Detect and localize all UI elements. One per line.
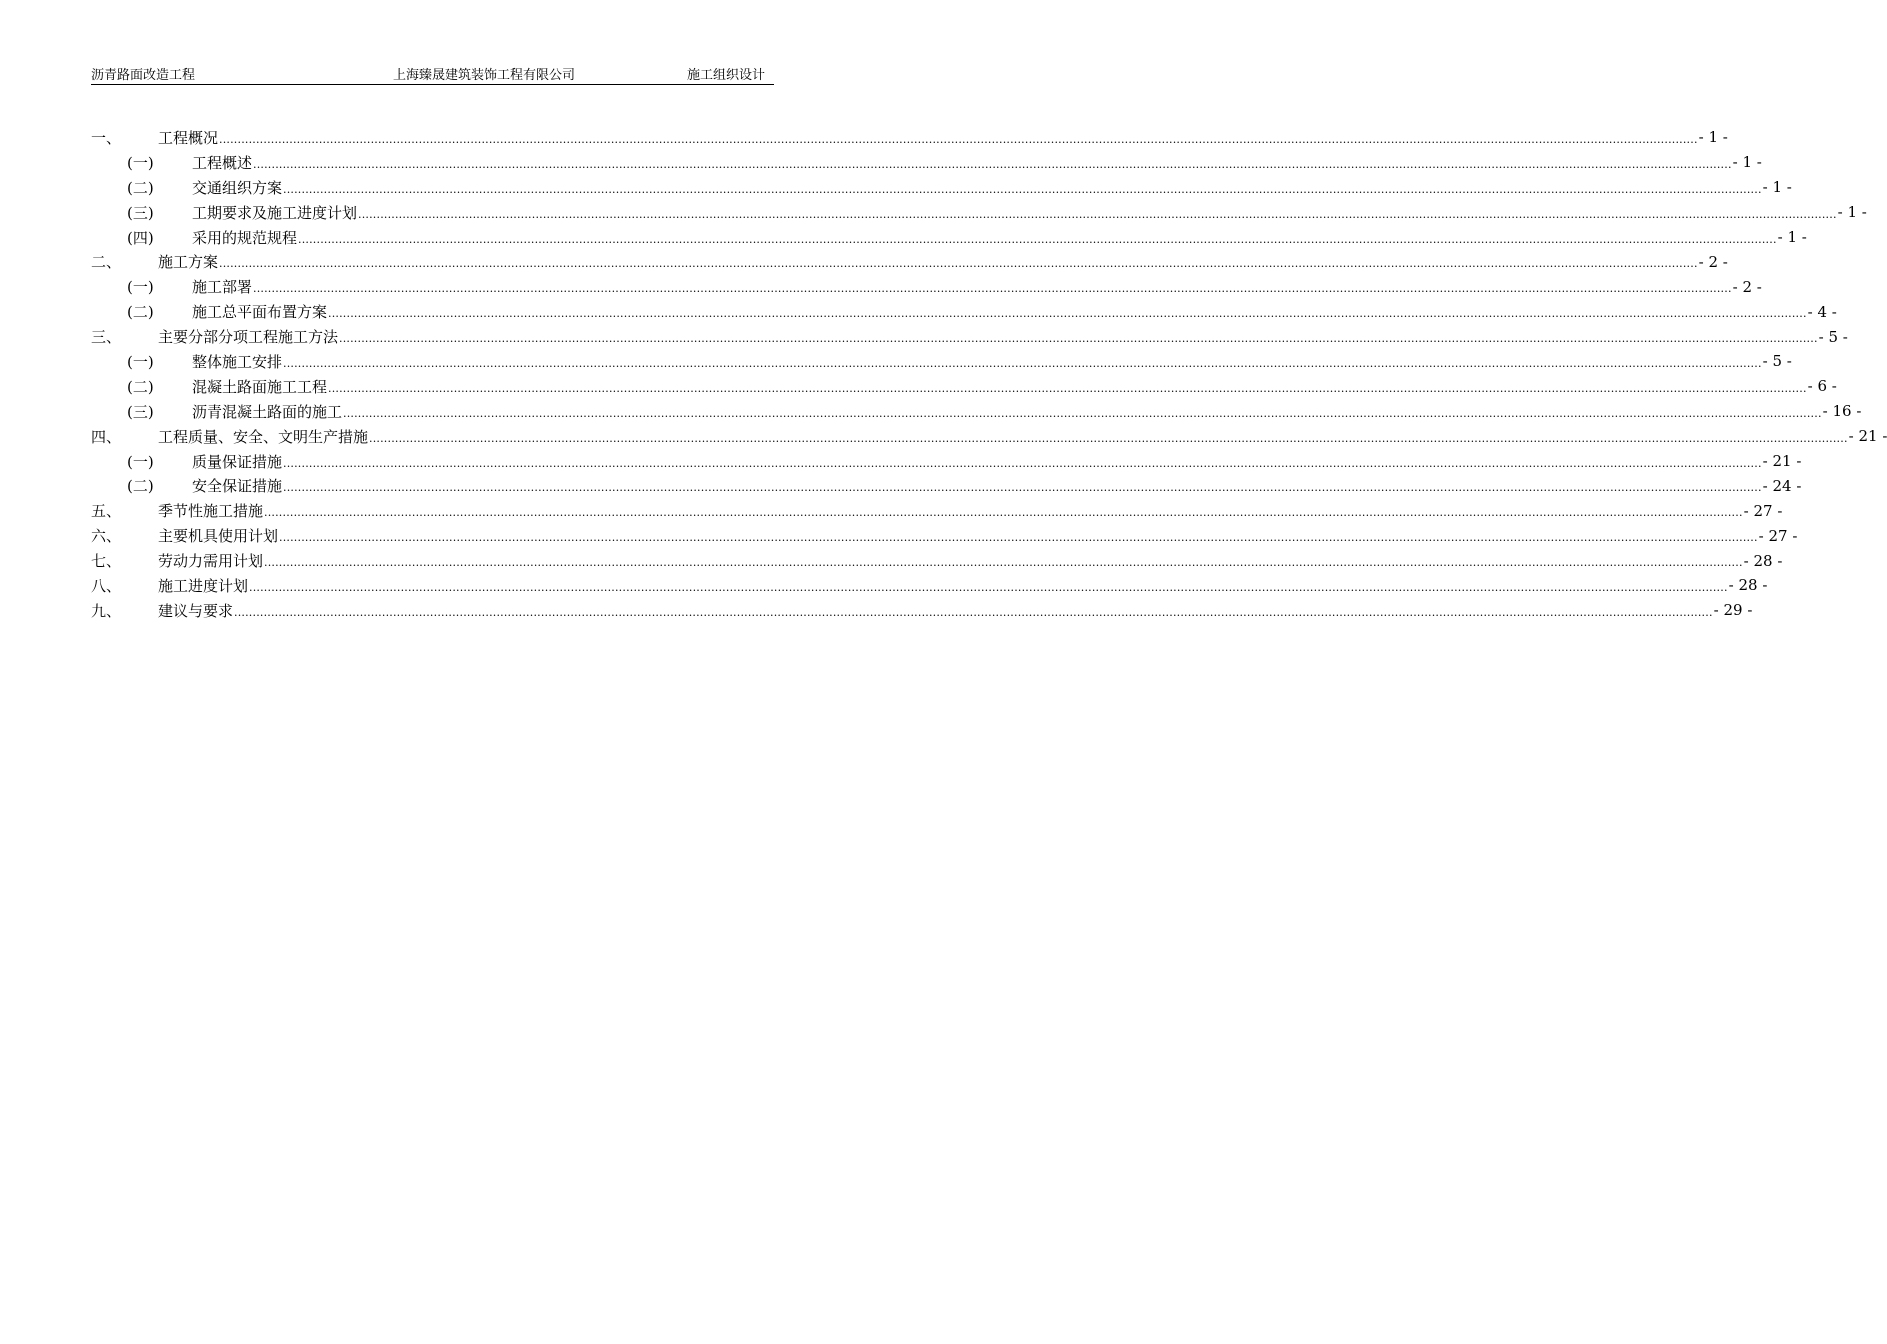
toc-entry[interactable]: [91, 125, 1728, 150]
toc-entry-line: [158, 523, 1798, 548]
toc-entry-line: [192, 225, 1807, 250]
toc-entry-number: (一): [127, 352, 154, 371]
toc-entry-title: 交通组织方案: [192, 178, 283, 197]
toc-dot-leader: ................................................................................................................................................................................................................................................................................................................................................................................................................: [253, 157, 1732, 171]
toc-entry-page-number: - 16 -: [1822, 402, 1862, 421]
toc-entry-number: 八、: [91, 576, 122, 595]
toc-entry-title: 施工部署: [192, 278, 253, 297]
toc-entry-line: [158, 249, 1728, 274]
toc-entry[interactable]: [91, 175, 1792, 200]
toc-entry-page-number: - 21 -: [1848, 427, 1887, 446]
toc-dot-leader: ................................................................................................................................................................................................................................................................................................................................................................................................................: [264, 556, 1743, 570]
toc-entry-page-number: - 29 -: [1713, 601, 1753, 620]
toc-entry-line: [158, 125, 1728, 150]
toc-dot-leader: ................................................................................................................................................................................................................................................................................................................................................................................................................: [283, 481, 1762, 495]
toc-entry-page-number: - 2 -: [1732, 277, 1762, 296]
toc-dot-leader: ................................................................................................................................................................................................................................................................................................................................................................................................................: [339, 332, 1818, 346]
toc-entry[interactable]: [91, 498, 1783, 523]
toc-entry-title: 混凝土路面施工工程: [192, 377, 328, 396]
toc-entry-number: 三、: [91, 328, 122, 347]
toc-entry[interactable]: [91, 249, 1728, 274]
toc-entry-number: (一): [127, 153, 154, 172]
toc-dot-leader: ................................................................................................................................................................................................................................................................................................................................................................................................................: [343, 406, 1822, 420]
toc-entry[interactable]: [91, 598, 1753, 623]
toc-entry-line: [192, 299, 1837, 324]
toc-entry-title: 劳动力需用计划: [158, 552, 264, 571]
toc-entry-number: 七、: [91, 552, 122, 571]
toc-dot-leader: ................................................................................................................................................................................................................................................................................................................................................................................................................: [264, 506, 1743, 520]
toc-entry-page-number: - 28 -: [1743, 551, 1783, 570]
toc-entry-line: [192, 150, 1762, 175]
toc-entry-title: 整体施工安排: [192, 352, 283, 371]
header-company-name: 上海臻晟建筑装饰工程有限公司: [393, 68, 576, 83]
toc-dot-leader: ................................................................................................................................................................................................................................................................................................................................................................................................................: [358, 207, 1837, 221]
toc-entry-number: 四、: [91, 427, 122, 446]
toc-entry-line: [192, 274, 1762, 299]
toc-entry[interactable]: [91, 324, 1848, 349]
toc-entry-title: 质量保证措施: [192, 452, 283, 471]
toc-entry-number: 九、: [91, 601, 122, 620]
toc-entry-title: 采用的规范规程: [192, 228, 298, 247]
toc-entry-number: (四): [127, 228, 154, 247]
toc-entry-line: [158, 424, 1887, 449]
toc-entry-title: 季节性施工措施: [158, 502, 264, 521]
toc-entry-number: (三): [127, 402, 154, 421]
toc-dot-leader: ................................................................................................................................................................................................................................................................................................................................................................................................................: [283, 456, 1762, 470]
toc-entry-line: [158, 498, 1783, 523]
table-of-contents: [91, 125, 1887, 623]
toc-entry-number: (三): [127, 203, 154, 222]
toc-dot-leader: ................................................................................................................................................................................................................................................................................................................................................................................................................: [249, 580, 1728, 594]
toc-dot-leader: ................................................................................................................................................................................................................................................................................................................................................................................................................: [253, 282, 1732, 296]
toc-entry-line: [192, 473, 1802, 498]
toc-entry-page-number: - 27 -: [1758, 526, 1798, 545]
toc-entry[interactable]: [91, 274, 1762, 299]
toc-entry-page-number: - 1 -: [1837, 203, 1867, 222]
toc-entry-title: 建议与要求: [158, 601, 234, 620]
toc-entry-line: [192, 175, 1792, 200]
toc-entry-line: [192, 399, 1862, 424]
toc-entry-line: [158, 573, 1768, 598]
toc-dot-leader: ................................................................................................................................................................................................................................................................................................................................................................................................................: [298, 232, 1777, 246]
toc-entry-page-number: - 1 -: [1777, 228, 1807, 246]
toc-entry[interactable]: [91, 523, 1798, 548]
toc-entry-title: 工程概述: [192, 153, 253, 172]
toc-entry[interactable]: [91, 399, 1862, 424]
toc-entry[interactable]: [91, 473, 1802, 498]
toc-dot-leader: ................................................................................................................................................................................................................................................................................................................................................................................................................: [234, 605, 1713, 619]
page-header: [91, 67, 774, 85]
toc-dot-leader: ................................................................................................................................................................................................................................................................................................................................................................................................................: [369, 431, 1848, 445]
toc-entry-number: 五、: [91, 502, 122, 521]
toc-dot-leader: ................................................................................................................................................................................................................................................................................................................................................................................................................: [219, 257, 1698, 271]
toc-entry[interactable]: [91, 548, 1783, 573]
toc-entry-page-number: - 1 -: [1698, 128, 1728, 147]
toc-entry[interactable]: [91, 200, 1867, 225]
toc-entry-page-number: - 1 -: [1762, 178, 1792, 197]
toc-entry[interactable]: [91, 150, 1762, 175]
toc-entry-title: 施工总平面布置方案: [192, 303, 328, 322]
header-document-type: 施工组织设计: [687, 68, 766, 83]
toc-entry-number: 二、: [91, 253, 122, 272]
toc-entry-title: 工程概况: [158, 128, 219, 147]
toc-entry[interactable]: [91, 424, 1887, 449]
toc-entry-title: 主要机具使用计划: [158, 527, 279, 546]
toc-dot-leader: ................................................................................................................................................................................................................................................................................................................................................................................................................: [283, 182, 1762, 196]
toc-entry-page-number: - 27 -: [1743, 501, 1783, 520]
toc-entry-number: (二): [127, 303, 154, 322]
toc-entry-line: [158, 548, 1783, 573]
toc-entry[interactable]: [91, 573, 1768, 598]
toc-entry-title: 工期要求及施工进度计划: [192, 203, 358, 222]
toc-entry-number: (二): [127, 377, 154, 396]
toc-entry-number: (二): [127, 477, 154, 496]
toc-entry-title: 安全保证措施: [192, 477, 283, 496]
toc-entry-page-number: - 6 -: [1807, 377, 1837, 396]
toc-dot-leader: ................................................................................................................................................................................................................................................................................................................................................................................................................: [283, 356, 1762, 370]
toc-entry-page-number: - 5 -: [1762, 352, 1792, 371]
toc-entry[interactable]: [91, 225, 1807, 250]
toc-entry-page-number: - 28 -: [1728, 576, 1768, 595]
toc-entry-line: [192, 374, 1837, 399]
toc-entry-page-number: - 2 -: [1698, 252, 1728, 271]
toc-entry-number: (二): [127, 178, 154, 197]
toc-entry-number: (一): [127, 452, 154, 471]
toc-dot-leader: ................................................................................................................................................................................................................................................................................................................................................................................................................: [328, 307, 1807, 321]
toc-entry-title: 主要分部分项工程施工方法: [158, 328, 339, 347]
toc-entry-line: [192, 449, 1802, 474]
toc-entry-line: [158, 598, 1753, 623]
toc-dot-leader: ................................................................................................................................................................................................................................................................................................................................................................................................................: [279, 531, 1758, 545]
toc-entry-title: 工程质量、安全、文明生产措施: [158, 427, 369, 446]
toc-entry-line: [192, 200, 1867, 225]
toc-entry-title: 施工方案: [158, 253, 219, 272]
toc-entry-page-number: - 21 -: [1762, 452, 1802, 471]
toc-entry-page-number: - 5 -: [1818, 327, 1848, 346]
toc-entry-number: 六、: [91, 527, 122, 546]
toc-entry-line: [192, 349, 1792, 374]
toc-entry-page-number: - 1 -: [1732, 153, 1762, 172]
toc-entry-number: (一): [127, 278, 154, 297]
toc-entry[interactable]: [91, 374, 1837, 399]
toc-entry-title: 施工进度计划: [158, 576, 249, 595]
toc-dot-leader: ................................................................................................................................................................................................................................................................................................................................................................................................................: [328, 381, 1807, 395]
toc-entry-page-number: - 24 -: [1762, 476, 1802, 495]
toc-entry[interactable]: [91, 299, 1837, 324]
toc-entry-page-number: - 4 -: [1807, 302, 1837, 321]
toc-entry-title: 沥青混凝土路面的施工: [192, 402, 343, 421]
header-project-name: 沥青路面改造工程: [91, 68, 196, 83]
toc-dot-leader: ................................................................................................................................................................................................................................................................................................................................................................................................................: [219, 132, 1698, 146]
toc-entry-number: 一、: [91, 128, 122, 147]
toc-entry[interactable]: [91, 449, 1802, 474]
toc-entry[interactable]: [91, 349, 1792, 374]
toc-entry-line: [158, 324, 1848, 349]
